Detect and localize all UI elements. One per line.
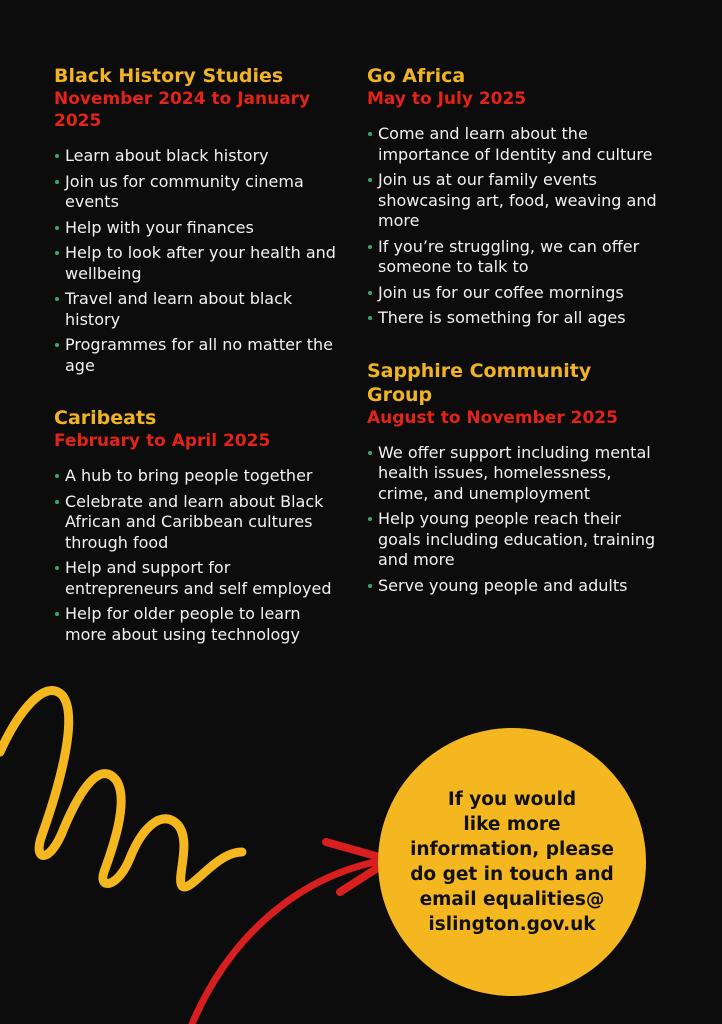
contact-line: information, please (410, 839, 614, 860)
contact-email-line[interactable]: email equalities@ (419, 889, 605, 910)
list-item: Join us at our family events showcasing art, food, weaving and more (367, 170, 657, 232)
section-list (367, 443, 657, 597)
section-dates: August to November 2025 (367, 407, 618, 428)
list-item: Serve young people and adults (367, 576, 657, 597)
contact-line: do get in touch and (410, 864, 614, 885)
list-item: We offer support including mental health issues, homelessness, crime, and unemployment (367, 443, 657, 505)
contact-message (405, 787, 620, 937)
contact-email-domain[interactable]: islington.gov.uk (428, 914, 596, 935)
right-column (367, 64, 657, 626)
list-item: If you’re struggling, we can offer someone to talk to (367, 237, 657, 278)
list-item: Help with your finances (54, 218, 344, 239)
list-item: Come and learn about the importance of Identity and culture (367, 124, 657, 165)
section-list (54, 146, 344, 376)
list-item: A hub to bring people together (54, 466, 344, 487)
list-item: Learn about black history (54, 146, 344, 167)
list-item: Programmes for all no matter the age (54, 335, 344, 376)
section-dates: November 2024 to January 2025 (54, 89, 311, 131)
list-item: Join us for our coffee mornings (367, 283, 657, 304)
contact-circle (378, 728, 646, 996)
section-title: Sapphire Community Group (367, 359, 592, 406)
list-item: Celebrate and learn about Black African and Caribbean cultures through food (54, 492, 344, 554)
list-item: Help for older people to learn more about using technology (54, 604, 344, 645)
list-item: Help and support for entrepreneurs and self employed (54, 558, 344, 599)
list-item: Help to look after your health and wellbeing (54, 243, 344, 284)
section-title: Go Africa (367, 65, 466, 87)
yellow-swirl-decoration (0, 691, 242, 887)
section-sapphire-community-group (367, 359, 657, 597)
section-caribeats (54, 406, 344, 645)
list-item: Join us for community cinema events (54, 172, 344, 213)
section-title: Black History Studies (54, 65, 284, 87)
section-list (54, 466, 344, 645)
section-list (367, 124, 657, 329)
list-item: Travel and learn about black history (54, 289, 344, 330)
list-item: There is something for all ages (367, 308, 657, 329)
section-dates: February to April 2025 (54, 431, 271, 451)
section-title: Caribeats (54, 407, 157, 429)
contact-line: If you would (447, 789, 577, 810)
section-go-africa (367, 64, 657, 329)
list-item: Help young people reach their goals including education, training and more (367, 509, 657, 571)
left-column (54, 64, 344, 675)
contact-line: like more (463, 814, 561, 835)
section-dates: May to July 2025 (367, 89, 527, 109)
section-black-history-studies (54, 64, 344, 376)
